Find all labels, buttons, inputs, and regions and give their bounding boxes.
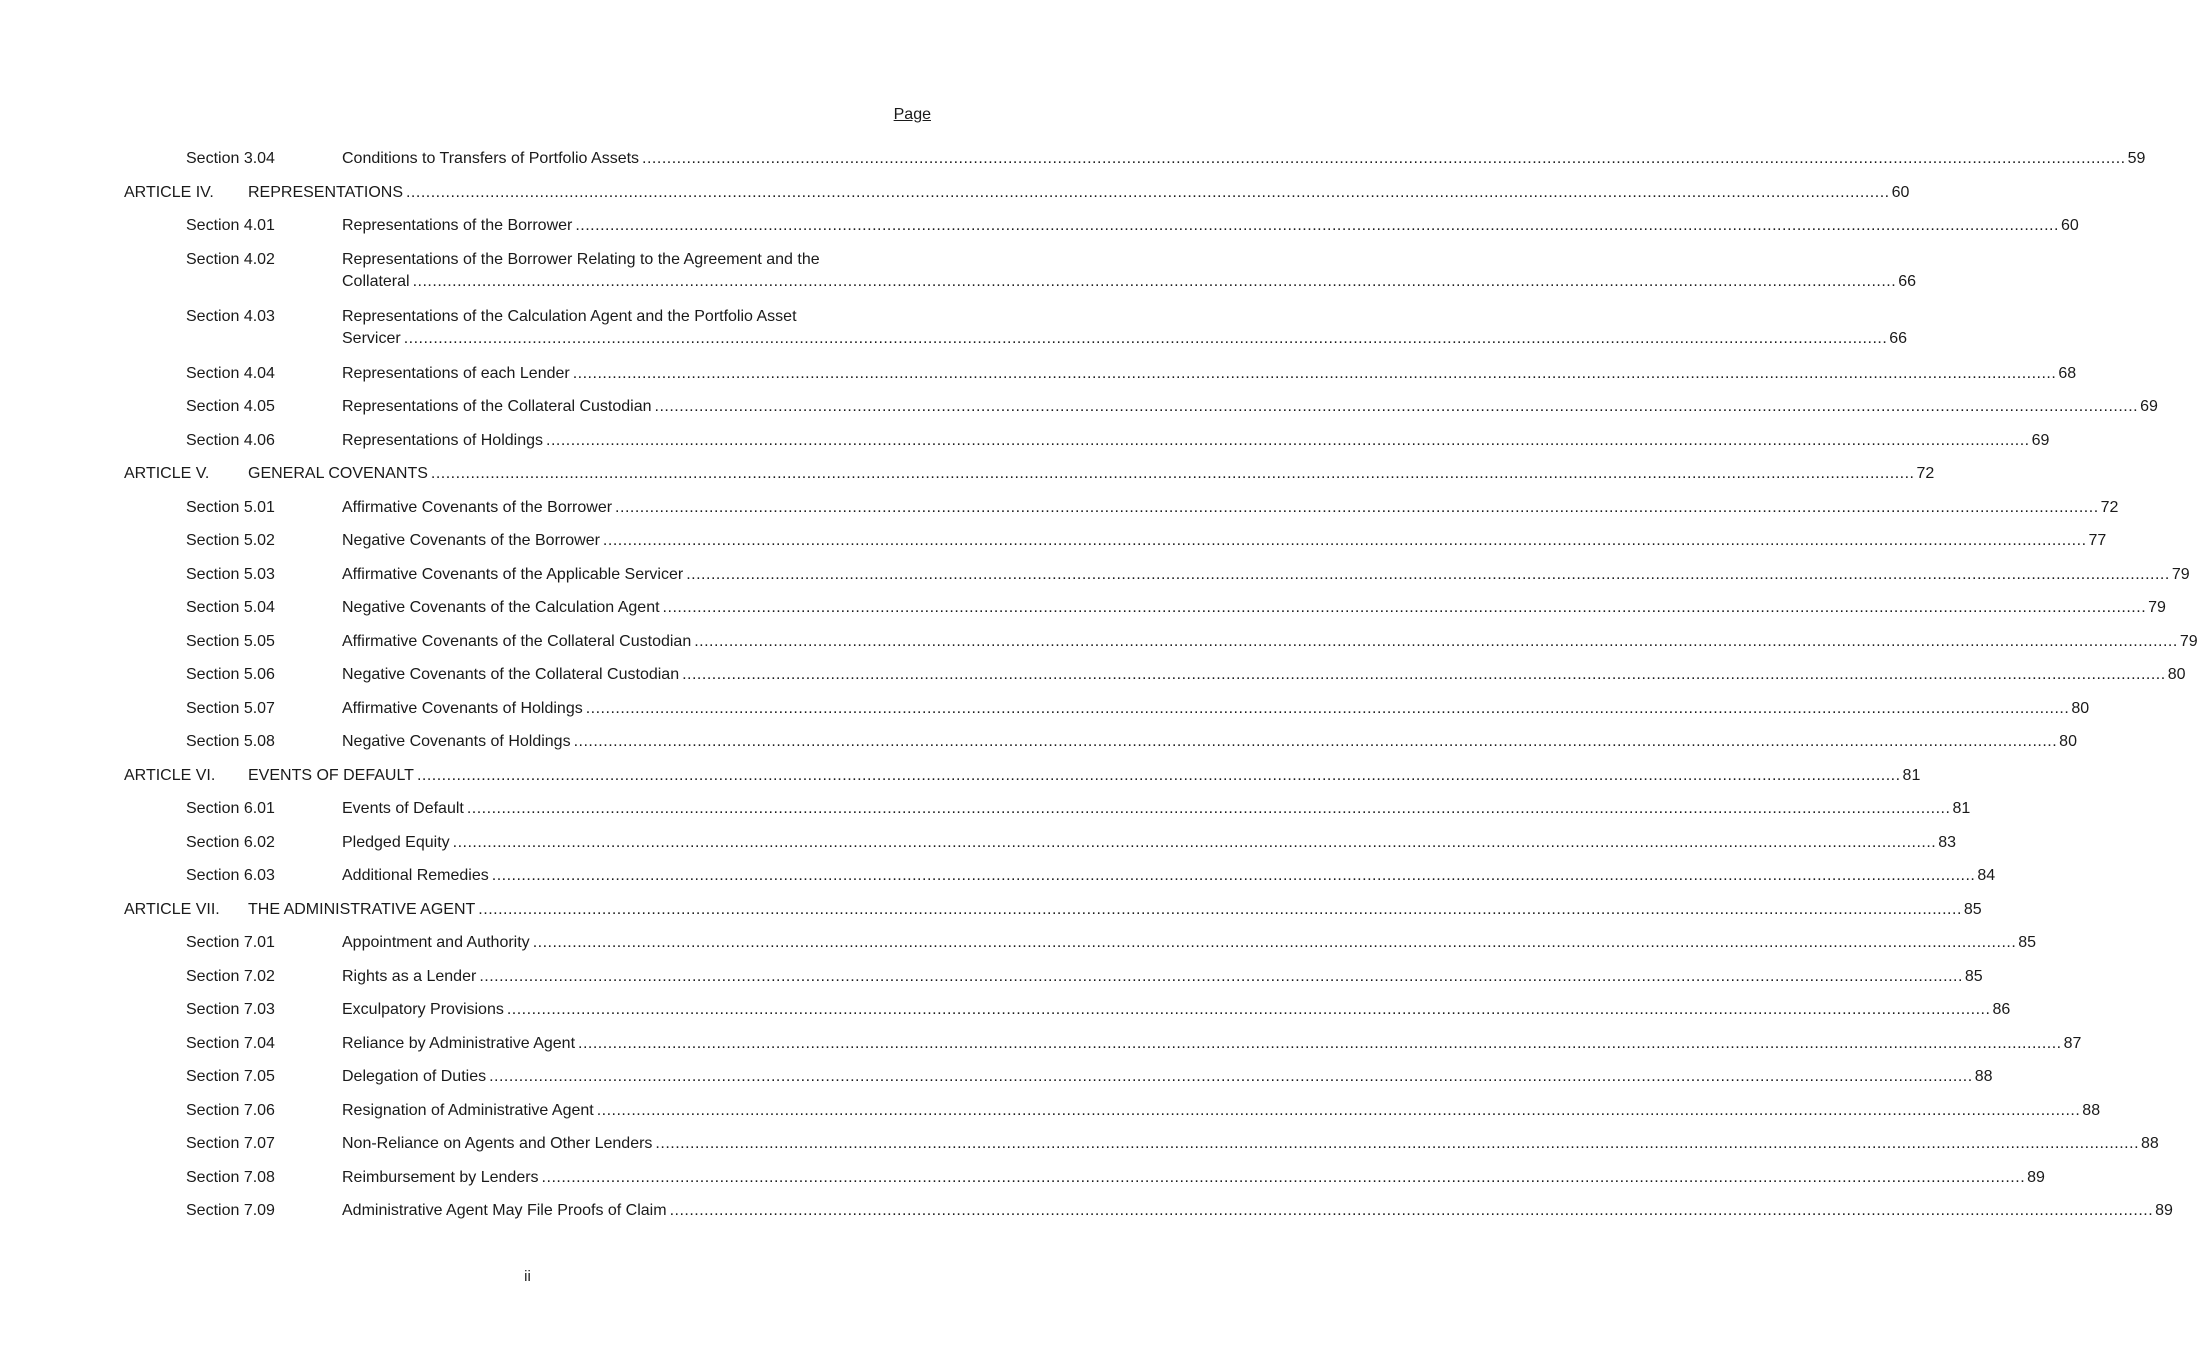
toc-entry-title-line1: Representations of the Borrower Relating to the Agreement and the <box>342 250 820 268</box>
toc-entry-title: Representations of the Borrower <box>342 217 573 234</box>
toc-entry-title: REPRESENTATIONS <box>248 183 403 201</box>
toc-entry-title: Reimbursement by Lenders <box>342 1168 539 1186</box>
toc-entry-page: 79 <box>2179 632 2198 650</box>
toc-entry-number: Section 7.04 <box>186 1034 275 1052</box>
toc-entry-page: 68 <box>2058 364 2077 382</box>
toc-entry-page: 81 <box>1952 800 1971 817</box>
toc-entry-section-5-05[interactable] <box>0 631 2198 665</box>
toc-entry-title: Reliance by Administrative Agent <box>342 1034 576 1052</box>
toc-entry-number: Section 4.03 <box>186 307 275 325</box>
toc-entry-article-v[interactable] <box>0 463 1935 497</box>
toc-entry-page: 84 <box>1977 867 1996 884</box>
page-column-heading: Page <box>893 106 931 123</box>
toc-entry-section-7-03[interactable] <box>0 999 2011 1033</box>
toc-entry-number: ARTICLE IV. <box>124 183 214 201</box>
toc-entry-title: Additional Remedies <box>342 867 489 884</box>
toc-entry-title: Affirmative Covenants of Holdings <box>342 699 583 717</box>
toc-entry-section-4-03[interactable] <box>0 306 1908 363</box>
toc-entry-section-7-05[interactable] <box>0 1066 1993 1100</box>
toc-entry-page: 79 <box>2171 565 2190 583</box>
toc-entry-article-vii[interactable] <box>0 899 1982 933</box>
toc-entry-title: THE ADMINISTRATIVE AGENT <box>248 900 476 918</box>
toc-entry-page: 80 <box>2059 733 2077 750</box>
toc-entry-section-6-02[interactable] <box>0 832 1957 866</box>
toc-entry-section-7-09[interactable] <box>0 1200 2173 1234</box>
toc-entry-number: Section 6.01 <box>186 800 275 817</box>
toc-entry-page: 59 <box>2127 150 2146 167</box>
page-number-footer: ii <box>524 1268 531 1285</box>
dot-leader: ............................................................................................................................................................................................................................................................................................................ <box>416 766 1901 784</box>
toc-entry-section-6-01[interactable] <box>0 798 1971 832</box>
toc-entry-page: 85 <box>2018 934 2037 951</box>
toc-entry-page: 69 <box>2031 431 2050 449</box>
dot-leader: ............................................................................................................................................................................................................................................................................................................ <box>602 532 2087 549</box>
dot-leader: ............................................................................................................................................................................................................................................................................................................ <box>572 364 2057 382</box>
dot-leader: ............................................................................................................................................................................................................................................................................................................ <box>642 150 2126 167</box>
toc-entry-title: Conditions to Transfers of Portfolio Assets <box>342 150 640 167</box>
toc-entry-section-5-02[interactable] <box>0 530 2107 564</box>
dot-leader: ............................................................................................................................................................................................................................................................................................................ <box>573 733 2058 750</box>
table-of-contents <box>0 148 2198 1234</box>
toc-entry-section-4-04[interactable] <box>0 363 2077 397</box>
toc-entry-section-7-08[interactable] <box>0 1167 2045 1201</box>
dot-leader: ............................................................................................................................................................................................................................................................................................................ <box>686 565 2170 583</box>
dot-leader: ............................................................................................................................................................................................................................................................................................................ <box>541 1168 2026 1186</box>
toc-entry-number: ARTICLE VI. <box>124 766 216 784</box>
toc-entry-number: Section 5.02 <box>186 532 275 549</box>
toc-entry-number: Section 5.04 <box>186 599 275 616</box>
toc-entry-section-3-04[interactable] <box>0 148 2146 182</box>
toc-entry-number: Section 4.02 <box>186 250 275 268</box>
dot-leader: ............................................................................................................................................................................................................................................................................................................ <box>694 632 2178 650</box>
toc-entry-page: 72 <box>1916 465 1935 482</box>
toc-entry-title: Representations of the Collateral Custodian <box>342 398 652 415</box>
toc-entry-page: 88 <box>2082 1101 2101 1119</box>
toc-entry-section-4-01[interactable] <box>0 215 2079 249</box>
dot-leader: ............................................................................................................................................................................................................................................................................................................ <box>478 900 1962 918</box>
toc-entry-section-5-03[interactable] <box>0 564 2190 598</box>
toc-entry-page: 89 <box>2155 1202 2173 1219</box>
toc-entry-title: Affirmative Covenants of the Borrower <box>342 498 613 516</box>
toc-entry-title: Representations of Holdings <box>342 431 544 449</box>
toc-entry-number: Section 4.01 <box>186 217 275 234</box>
toc-entry-title: Negative Covenants of the Collateral Custodian <box>342 666 680 683</box>
toc-entry-number: Section 5.08 <box>186 733 275 750</box>
toc-entry-page: 80 <box>2167 666 2186 683</box>
toc-entry-article-vi[interactable] <box>0 765 1921 799</box>
toc-entry-number: Section 7.09 <box>186 1202 275 1219</box>
toc-entry-section-5-08[interactable] <box>0 731 2077 765</box>
toc-entry-page: 66 <box>1889 329 1908 347</box>
toc-entry-section-5-06[interactable] <box>0 664 2186 698</box>
dot-leader: ............................................................................................................................................................................................................................................................................................................ <box>491 867 1976 884</box>
toc-entry-number: Section 7.01 <box>186 934 275 951</box>
toc-entry-title: Exculpatory Provisions <box>342 1001 504 1018</box>
toc-entry-page: 83 <box>1938 833 1957 851</box>
toc-entry-number: Section 5.05 <box>186 632 275 650</box>
toc-entry-section-7-07[interactable] <box>0 1133 2159 1167</box>
toc-entry-article-iv[interactable] <box>0 182 1910 216</box>
toc-entry-title: Representations of each Lender <box>342 364 570 382</box>
toc-entry-title: Affirmative Covenants of the Applicable Servicer <box>342 565 684 583</box>
toc-entry-number: Section 6.03 <box>186 867 275 884</box>
toc-entry-title: Pledged Equity <box>342 833 450 851</box>
toc-entry-number: Section 7.08 <box>186 1168 275 1186</box>
toc-entry-section-7-01[interactable] <box>0 932 2037 966</box>
toc-entry-number: Section 5.07 <box>186 699 275 717</box>
toc-entry-title: Events of Default <box>342 800 464 817</box>
toc-entry-page: 60 <box>2060 217 2079 234</box>
toc-entry-page: 60 <box>1891 183 1910 201</box>
toc-entry-page: 86 <box>1992 1001 2011 1018</box>
dot-leader: ............................................................................................................................................................................................................................................................................................................ <box>575 217 2059 234</box>
toc-entry-number: Section 7.07 <box>186 1135 275 1152</box>
toc-entry-page: 89 <box>2027 1168 2045 1186</box>
toc-entry-number: Section 3.04 <box>186 150 275 167</box>
toc-entry-page: 88 <box>2141 1135 2159 1152</box>
dot-leader: ............................................................................................................................................................................................................................................................................................................ <box>452 833 1937 851</box>
toc-entry-title: EVENTS OF DEFAULT <box>248 766 414 784</box>
dot-leader: ............................................................................................................................................................................................................................................................................................................ <box>479 967 1963 985</box>
toc-entry-title: Administrative Agent May File Proofs of Claim <box>342 1202 667 1219</box>
dot-leader: ............................................................................................................................................................................................................................................................................................................ <box>655 1135 2140 1152</box>
toc-entry-section-7-04[interactable] <box>0 1033 2082 1067</box>
toc-entry-title: Resignation of Administrative Agent <box>342 1101 594 1119</box>
dot-leader: ............................................................................................................................................................................................................................................................................................................ <box>430 465 1915 482</box>
toc-entry-number: Section 5.01 <box>186 498 275 516</box>
dot-leader: ............................................................................................................................................................................................................................................................................................................ <box>412 272 1897 290</box>
toc-entry-page: 80 <box>2071 699 2090 717</box>
dot-leader: ............................................................................................................................................................................................................................................................................................................ <box>682 666 2166 683</box>
dot-leader: ............................................................................................................................................................................................................................................................................................................ <box>596 1101 2081 1119</box>
dot-leader: ............................................................................................................................................................................................................................................................................................................ <box>532 934 2017 951</box>
toc-entry-page: 77 <box>2088 532 2107 549</box>
dot-leader: ............................................................................................................................................................................................................................................................................................................ <box>585 699 2070 717</box>
toc-entry-title: Servicer <box>342 329 401 347</box>
toc-entry-section-4-05[interactable] <box>0 396 2158 430</box>
toc-entry-page: 66 <box>1898 272 1916 290</box>
toc-entry-section-5-01[interactable] <box>0 497 2119 531</box>
toc-entry-title: GENERAL COVENANTS <box>248 465 428 482</box>
toc-entry-title: Negative Covenants of the Borrower <box>342 532 600 549</box>
dot-leader: ............................................................................................................................................................................................................................................................................................................ <box>506 1001 1991 1018</box>
dot-leader: ............................................................................................................................................................................................................................................................................................................ <box>662 599 2147 616</box>
dot-leader: ............................................................................................................................................................................................................................................................................................................ <box>405 183 1890 201</box>
dot-leader: ............................................................................................................................................................................................................................................................................................................ <box>669 1202 2154 1219</box>
toc-entry-section-7-06[interactable] <box>0 1100 2101 1134</box>
toc-entry-number: Section 7.06 <box>186 1101 275 1119</box>
toc-entry-title: Negative Covenants of Holdings <box>342 733 571 750</box>
toc-entry-number: Section 7.05 <box>186 1068 275 1085</box>
toc-entry-section-5-07[interactable] <box>0 698 2090 732</box>
toc-entry-number: Section 5.03 <box>186 565 275 583</box>
toc-entry-number: Section 4.04 <box>186 364 275 382</box>
toc-entry-title-line1: Representations of the Calculation Agent and the Portfolio Asset <box>342 307 797 325</box>
toc-entry-number: Section 7.03 <box>186 1001 275 1018</box>
toc-entry-page: 87 <box>2063 1034 2082 1052</box>
toc-entry-page: 85 <box>1963 900 1982 918</box>
toc-entry-number: ARTICLE VII. <box>124 900 220 918</box>
toc-entry-section-4-06[interactable] <box>0 430 2050 464</box>
toc-entry-page: 88 <box>1974 1068 1993 1085</box>
toc-entry-section-5-04[interactable] <box>0 597 2166 631</box>
toc-entry-title: Negative Covenants of the Calculation Agent <box>342 599 660 616</box>
dot-leader: ............................................................................................................................................................................................................................................................................................................ <box>654 398 2139 415</box>
dot-leader: ............................................................................................................................................................................................................................................................................................................ <box>615 498 2099 516</box>
dot-leader: ............................................................................................................................................................................................................................................................................................................ <box>403 329 1888 347</box>
toc-entry-page: 79 <box>2148 599 2166 616</box>
toc-entry-title: Non-Reliance on Agents and Other Lenders <box>342 1135 653 1152</box>
dot-leader: ............................................................................................................................................................................................................................................................................................................ <box>466 800 1951 817</box>
toc-entry-title: Appointment and Authority <box>342 934 530 951</box>
dot-leader: ............................................................................................................................................................................................................................................................................................................ <box>546 431 2030 449</box>
toc-entry-title: Collateral <box>342 272 410 290</box>
toc-entry-title: Delegation of Duties <box>342 1068 487 1085</box>
toc-entry-page: 72 <box>2100 498 2119 516</box>
toc-entry-number: ARTICLE V. <box>124 465 210 482</box>
toc-entry-page: 85 <box>1964 967 1983 985</box>
toc-entry-title: Affirmative Covenants of the Collateral Custodian <box>342 632 692 650</box>
toc-entry-page: 69 <box>2140 398 2158 415</box>
toc-entry-number: Section 5.06 <box>186 666 275 683</box>
toc-entry-number: Section 7.02 <box>186 967 275 985</box>
toc-entry-page: 81 <box>1902 766 1921 784</box>
dot-leader: ............................................................................................................................................................................................................................................................................................................ <box>489 1068 1973 1085</box>
toc-entry-section-6-03[interactable] <box>0 865 1996 899</box>
toc-entry-number: Section 4.05 <box>186 398 275 415</box>
toc-entry-section-7-02[interactable] <box>0 966 1983 1000</box>
dot-leader: ............................................................................................................................................................................................................................................................................................................ <box>578 1034 2062 1052</box>
toc-entry-title: Rights as a Lender <box>342 967 477 985</box>
toc-entry-number: Section 6.02 <box>186 833 275 851</box>
toc-entry-section-4-02[interactable] <box>0 249 1916 306</box>
toc-entry-number: Section 4.06 <box>186 431 275 449</box>
